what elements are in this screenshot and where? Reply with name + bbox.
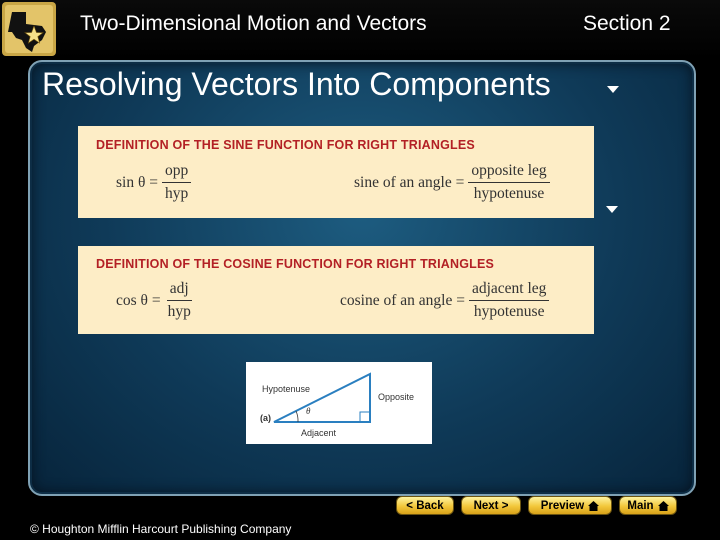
sine-word-formula <box>354 162 550 203</box>
denominator: hyp <box>167 303 191 320</box>
adjacent-label: Adjacent <box>301 428 337 438</box>
hypotenuse-label: Hypotenuse <box>262 384 311 394</box>
dropdown-arrow-icon[interactable] <box>606 206 618 213</box>
preview-button[interactable] <box>528 496 612 515</box>
cosine-definition-box <box>78 246 594 334</box>
triangle-figure <box>246 362 432 444</box>
cosine-formula <box>116 280 194 321</box>
numerator: opposite leg <box>468 162 549 183</box>
sine-word-fraction <box>468 162 549 203</box>
sine-fraction <box>162 162 191 203</box>
denominator: hypotenuse <box>473 185 545 202</box>
copyright-notice: © Houghton Mifflin Harcourt Publishing Company <box>30 522 292 536</box>
header-bar <box>0 0 720 58</box>
denominator: hypotenuse <box>473 303 545 320</box>
slide-title: Resolving Vectors Into Components <box>42 66 551 102</box>
angle-label: θ <box>306 406 311 416</box>
dropdown-arrow-icon[interactable] <box>607 86 619 93</box>
main-label: Main <box>627 499 654 512</box>
home-icon <box>588 501 599 511</box>
main-button[interactable] <box>619 496 677 515</box>
home-icon <box>658 501 669 511</box>
sine-word-lhs: sine of an angle = <box>354 173 465 191</box>
numerator: adjacent leg <box>469 280 549 301</box>
sine-lhs: sin θ = <box>116 173 159 191</box>
part-label: (a) <box>260 413 271 423</box>
sine-heading: DEFINITION OF THE SINE FUNCTION FOR RIGHT TRIANGLES <box>96 138 475 152</box>
cosine-heading: DEFINITION OF THE COSINE FUNCTION FOR RIGHT TRIANGLES <box>96 257 495 271</box>
right-triangle-diagram <box>246 362 432 444</box>
numerator: adj <box>167 280 192 301</box>
denominator: hyp <box>165 185 189 202</box>
cosine-fraction <box>165 280 194 321</box>
cosine-lhs: cos θ = <box>116 291 161 309</box>
cosine-word-formula <box>340 280 549 321</box>
opposite-label: Opposite <box>378 392 415 402</box>
back-button[interactable]: < Back <box>396 496 454 515</box>
preview-label: Preview <box>540 499 585 512</box>
cosine-word-fraction <box>469 280 549 321</box>
section-label: Section 2 <box>583 12 671 35</box>
numerator: opp <box>162 162 191 183</box>
sine-formula <box>116 162 191 203</box>
cosine-word-lhs: cosine of an angle = <box>340 291 465 309</box>
sine-definition-box <box>78 126 594 218</box>
next-button[interactable]: Next > <box>461 496 521 515</box>
chapter-title: Two-Dimensional Motion and Vectors <box>80 12 427 35</box>
texas-star-icon <box>2 2 56 56</box>
